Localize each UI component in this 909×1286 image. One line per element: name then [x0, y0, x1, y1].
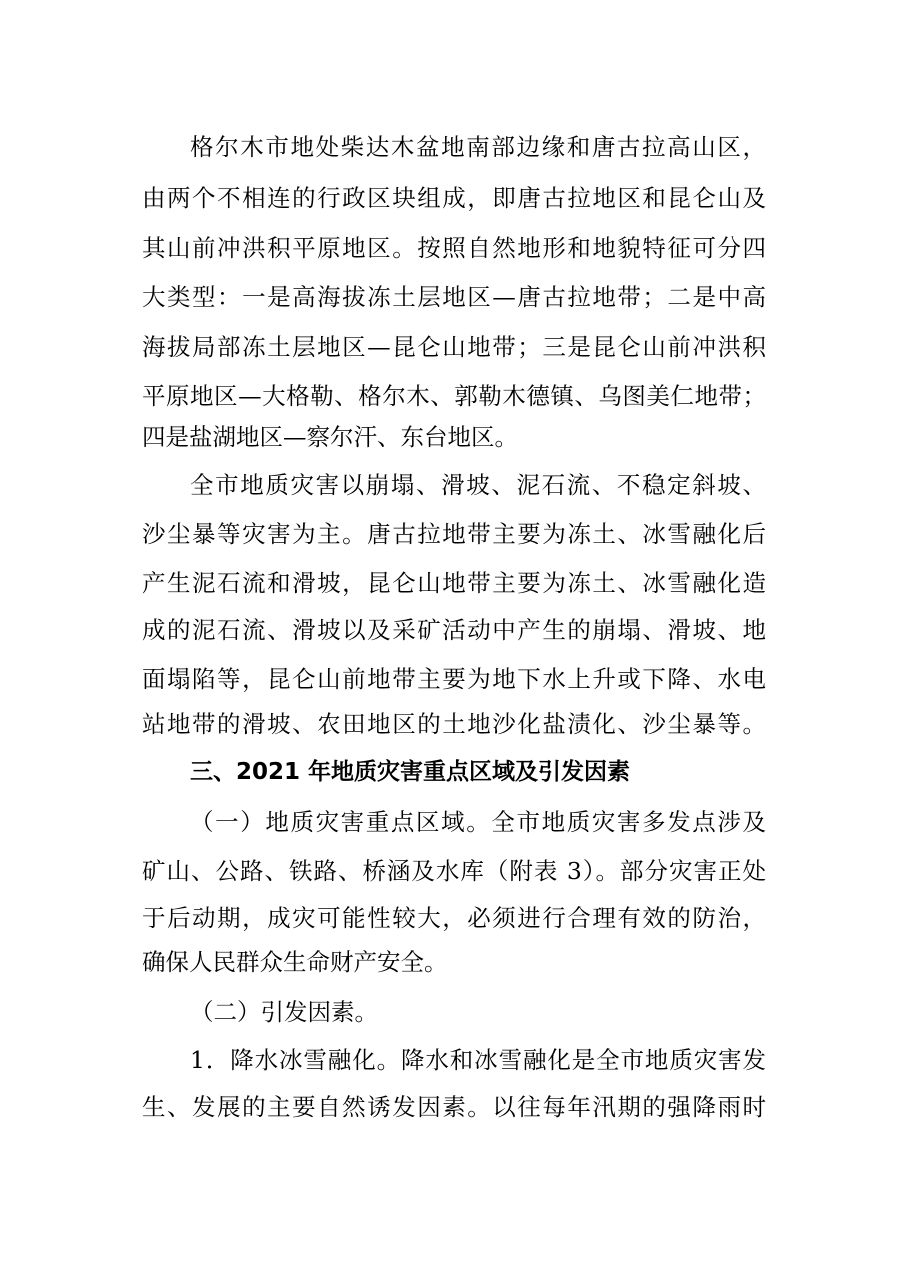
subsection-2-heading: （二）引发因素。 [190, 998, 378, 1026]
paragraph-2-line-4: 成的泥石流、滑坡以及采矿活动中产生的崩塌、滑坡、地 [142, 616, 766, 644]
paragraph-1-line-1: 格尔木市地处柴达木盆地南部边缘和唐古拉高山区， [190, 133, 766, 161]
subsection-1-line-4: 确保人民群众生命财产安全。 [142, 948, 448, 976]
paragraph-2-line-1: 全市地质灾害以崩塌、滑坡、泥石流、不稳定斜坡、 [190, 471, 766, 499]
paragraph-1-line-2: 由两个不相连的行政区块组成，即唐古拉地区和昆仑山及 [142, 184, 766, 212]
paragraph-2-line-6: 站地带的滑坡、农田地区的土地沙化盐渍化、沙尘暴等。 [142, 710, 766, 738]
section-heading: 三、2021 年地质灾害重点区域及引发因素 [190, 759, 631, 785]
item-1-line-2: 生、发展的主要自然诱发因素。以往每年汛期的强降雨时 [142, 1093, 766, 1121]
paragraph-1-line-3: 其山前冲洪积平原地区。按照自然地形和地貌特征可分四 [142, 234, 766, 262]
subsection-1-line-1: （一）地质灾害重点区域。全市地质灾害多发点涉及 [190, 808, 766, 836]
subsection-1-line-3: 于后动期，成灾可能性较大，必须进行合理有效的防治， [142, 904, 766, 932]
paragraph-2-line-2: 沙尘暴等灾害为主。唐古拉地带主要为冻土、冰雪融化后 [142, 520, 766, 548]
paragraph-1-line-6: 平原地区—大格勒、格尔木、郭勒木德镇、乌图美仁地带； [142, 382, 766, 410]
paragraph-2-line-3: 产生泥石流和滑坡，昆仑山地带主要为冻土、冰雪融化造 [142, 569, 766, 597]
subsection-1-line-2: 矿山、公路、铁路、桥涵及水库（附表 3）。部分灾害正处 [142, 857, 766, 885]
paragraph-1-line-5: 海拔局部冻土层地区—昆仑山地带；三是昆仑山前冲洪积 [142, 333, 766, 361]
item-1-line-1: 1．降水冰雪融化。降水和冰雪融化是全市地质灾害发 [190, 1046, 766, 1074]
paragraph-1-line-7: 四是盐湖地区—察尔汗、东台地区。 [142, 423, 518, 451]
paragraph-1-line-4: 大类型：一是高海拔冻土层地区—唐古拉地带；二是中高 [142, 283, 766, 311]
paragraph-2-line-5: 面塌陷等，昆仑山前地带主要为地下水上升或下降、水电 [142, 665, 766, 693]
